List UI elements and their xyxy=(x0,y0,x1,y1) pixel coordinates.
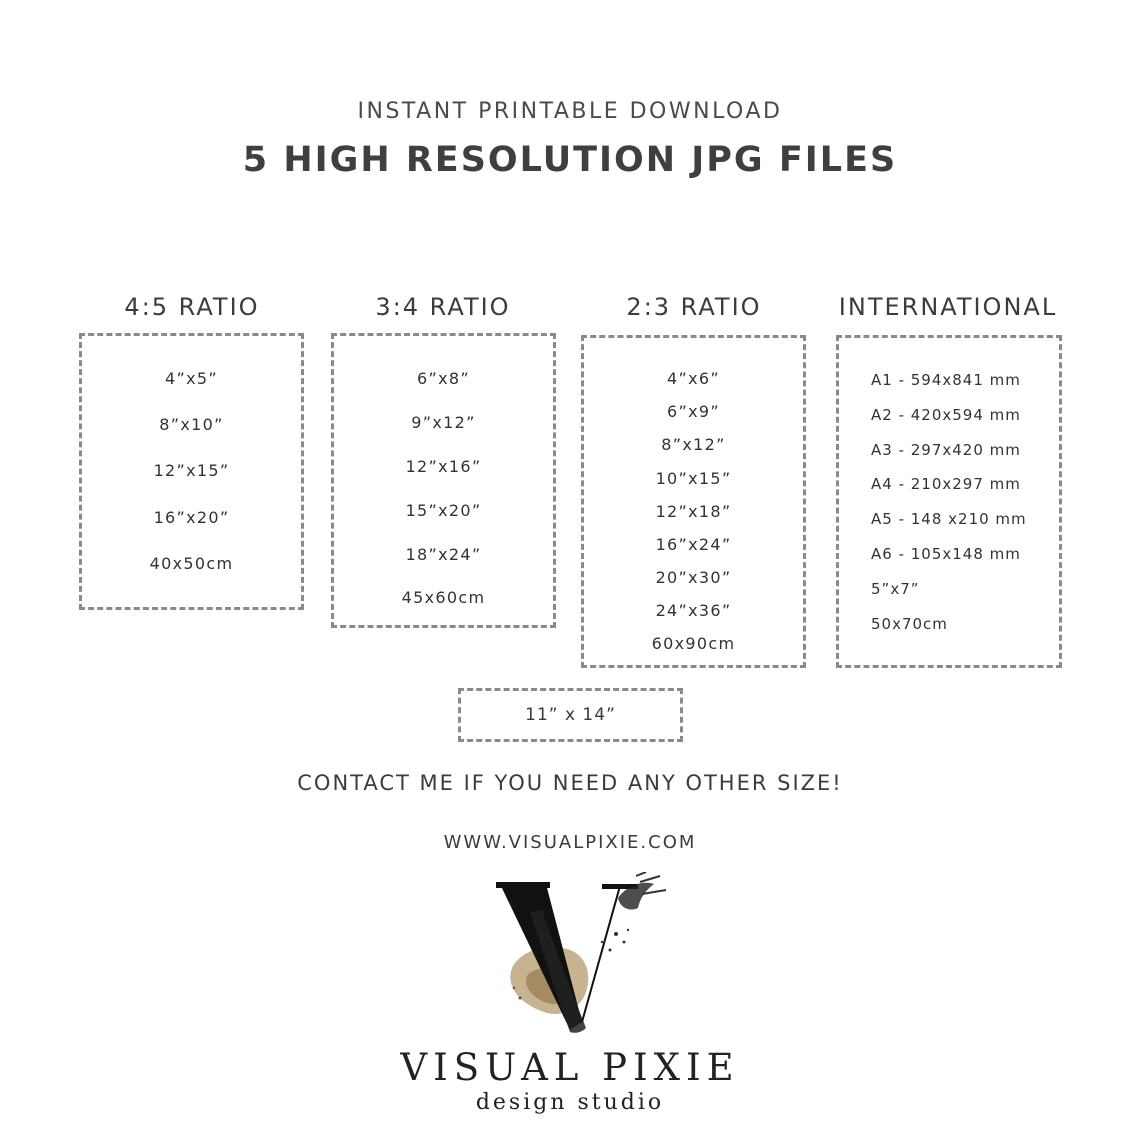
subtitle: INSTANT PRINTABLE DOWNLOAD xyxy=(357,99,783,124)
size-item: A2 - 420x594 mm xyxy=(871,406,1021,424)
extra-size-box xyxy=(458,688,683,742)
logo-wordmark: VISUAL PIXIE xyxy=(400,1046,740,1089)
size-item: 4”x5” xyxy=(165,369,218,388)
size-item: 12”x15” xyxy=(153,461,230,480)
size-item: 24”x36” xyxy=(655,601,732,620)
size-item: A6 - 105x148 mm xyxy=(871,545,1021,563)
size-item: 4”x6” xyxy=(667,369,720,388)
page-title: 5 HIGH RESOLUTION JPG FILES xyxy=(242,140,898,180)
size-item: A5 - 148 x210 mm xyxy=(871,510,1027,528)
size-item: 5”x7” xyxy=(871,580,920,598)
size-item: 6”x8” xyxy=(417,369,470,388)
size-item: 6”x9” xyxy=(667,402,720,421)
size-item: A4 - 210x297 mm xyxy=(871,475,1021,493)
size-item: 16”x24” xyxy=(655,535,732,554)
size-item: 40x50cm xyxy=(149,554,234,573)
column-title-3-4: 3:4 RATIO xyxy=(375,293,511,321)
size-item: 45x60cm xyxy=(401,588,486,607)
extra-size-label: 11” x 14” xyxy=(525,705,616,725)
logo-tagline: design studio xyxy=(475,1090,665,1115)
size-item: 12”x18” xyxy=(655,502,732,521)
size-item: A1 - 594x841 mm xyxy=(871,371,1021,389)
column-title-international: INTERNATIONAL xyxy=(838,293,1058,321)
website-link[interactable]: WWW.VISUALPIXIE.COM xyxy=(443,832,697,853)
size-item: 18”x24” xyxy=(405,545,482,564)
v-brush-monogram-icon xyxy=(490,872,670,1048)
size-box-3-4 xyxy=(331,333,556,628)
size-item: 16”x20” xyxy=(153,508,230,527)
size-box-4-5 xyxy=(79,333,304,610)
column-title-4-5: 4:5 RATIO xyxy=(124,293,260,321)
size-item: 8”x10” xyxy=(159,415,224,434)
size-box-2-3 xyxy=(581,335,806,668)
column-title-2-3: 2:3 RATIO xyxy=(626,293,762,321)
size-box-international xyxy=(836,335,1062,668)
contact-note: CONTACT ME IF YOU NEED ANY OTHER SIZE! xyxy=(297,771,843,795)
size-item: A3 - 297x420 mm xyxy=(871,441,1021,459)
size-item: 15”x20” xyxy=(405,501,482,520)
size-item: 12”x16” xyxy=(405,457,482,476)
size-item: 50x70cm xyxy=(871,615,948,633)
size-item: 8”x12” xyxy=(661,435,726,454)
size-item: 20”x30” xyxy=(655,568,732,587)
size-item: 10”x15” xyxy=(655,469,732,488)
size-item: 9”x12” xyxy=(411,413,476,432)
size-item: 60x90cm xyxy=(651,634,736,653)
